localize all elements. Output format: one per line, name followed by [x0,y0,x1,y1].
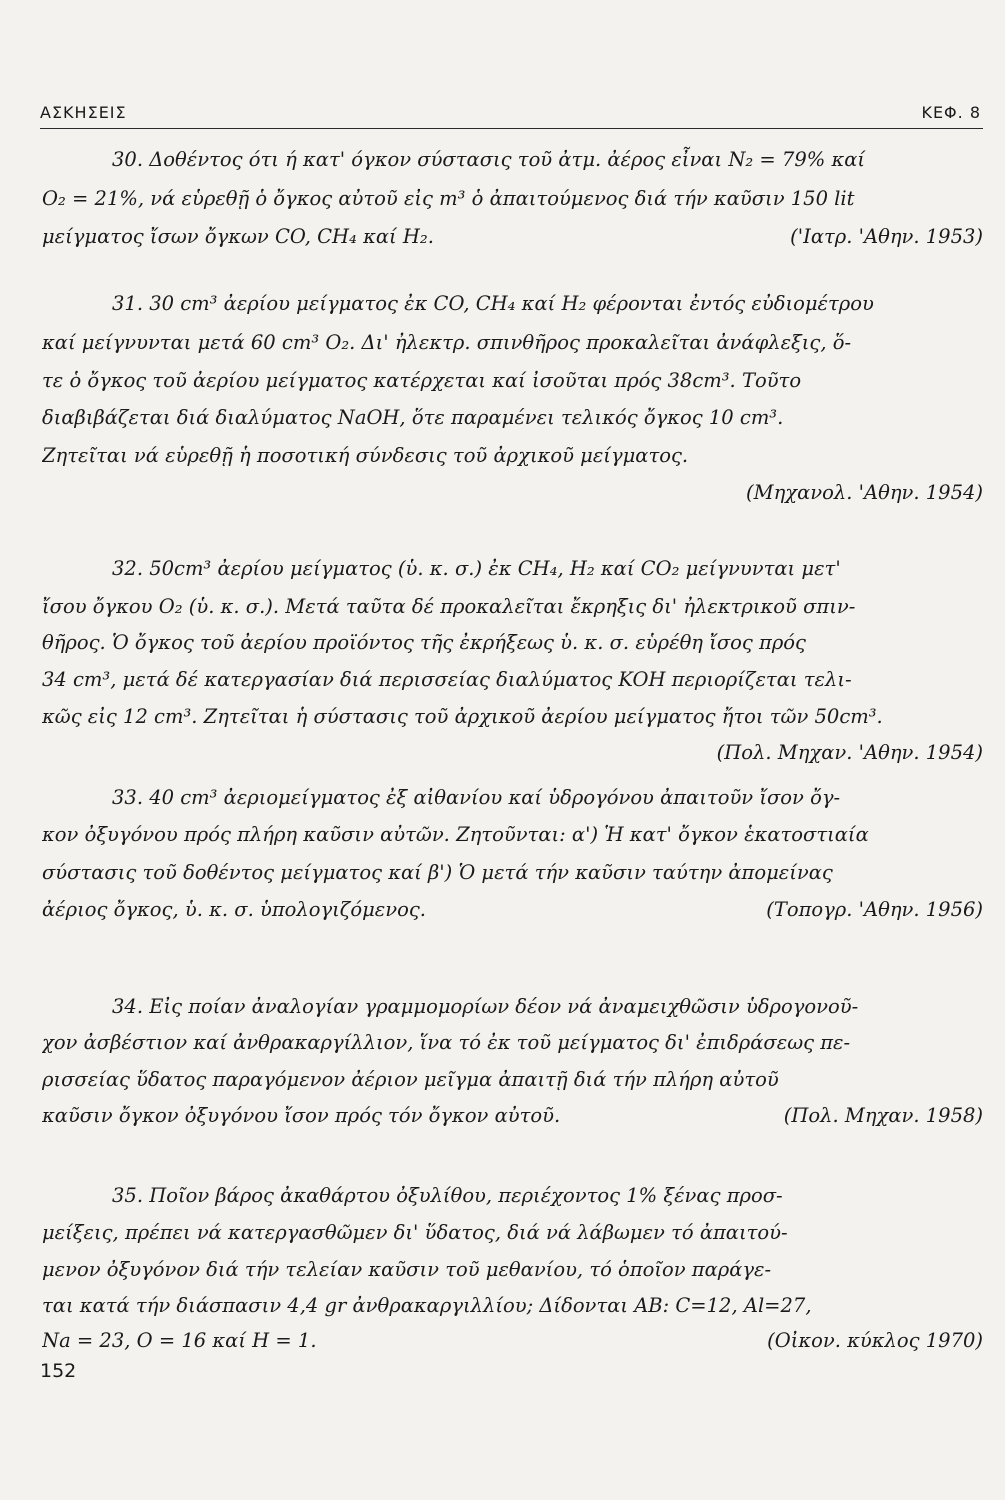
problem-35-source: (Οἰκον. κύκλος 1970) [767,1329,983,1352]
problem-30-line: μείγματος ἴσων ὄγκων CO, CH₄ καί H₂. [42,225,434,248]
problem-30-line: O₂ = 21%, νά εὑρεθῇ ὁ ὄγκος αὐτοῦ εἰς m³ ὁ ἀπαιτούμενος διά τήν καῦσιν 150 lit [42,187,855,210]
problem-31-line: καί μείγνυνται μετά 60 cm³ O₂. Δι' ἠλεκτρ. σπινθῆρος προκαλεῖται ἀνάφλεξις, ὅ- [42,331,852,354]
problem-31-source: (Μηχανολ. 'Αθην. 1954) [746,481,983,504]
header-chapter: ΚΕΦ. 8 [921,103,981,122]
problem-32-line: θῆρος. Ὁ ὄγκος τοῦ ἀερίου προϊόντος τῆς ἐκρήξεως ὑ. κ. σ. εὑρέθη ἴσος πρός [42,631,806,654]
problem-34-line: 34. Εἰς ποίαν ἀναλογίαν γραμμομορίων δέον νά ἀναμειχθῶσιν ὑδρογονοῦ- [112,995,859,1018]
problem-33-line: 33. 40 cm³ ἀεριομείγματος ἐξ αἰθανίου καί ὑδρογόνου ἀπαιτοῦν ἴσον ὄγ- [112,786,841,809]
header-title: ΑΣΚΗΣΕΙΣ [40,103,127,122]
problem-34-line: καῦσιν ὄγκον ὀξυγόνου ἴσον πρός τόν ὄγκον αὐτοῦ. [42,1104,561,1127]
problem-30-line: 30. Δοθέντος ότι ή κατ' όγκον σύστασις τοῦ ἀτμ. ἀέρος εἶναι N₂ = 79% καί [112,148,866,171]
problem-34-line: ρισσείας ὕδατος παραγόμενον ἀέριον μεῖγμα ἀπαιτῇ διά τήν πλήρη αὐτοῦ [42,1068,779,1091]
problem-31-line: τε ὁ ὄγκος τοῦ ἀερίου μείγματος κατέρχεται καί ἰσοῦται πρός 38cm³. Τοῦτο [42,369,802,392]
problem-35-line: 35. Ποῖον βάρος ἀκαθάρτου ὀξυλίθου, περιέχοντος 1% ξένας προσ- [112,1184,783,1207]
problem-31-line: Ζητεῖται νά εὑρεθῇ ἡ ποσοτική σύνδεσις τοῦ ἀρχικοῦ μείγματος. [42,444,689,467]
problem-33-line: σύστασις τοῦ δοθέντος μείγματος καί β') Ὁ μετά τήν καῦσιν ταύτην ἀπομείνας [42,861,833,884]
problem-33-line: κον ὀξυγόνου πρός πλήρη καῦσιν αὐτῶν. Ζητοῦνται: α') Ἡ κατ' ὄγκον ἑκατοστιαία [42,823,869,846]
problem-35-line: μείξεις, πρέπει νά κατεργασθῶμεν δι' ὕδατος, διά νά λάβωμεν τό ἀπαιτού- [42,1221,788,1244]
problem-32-line: ἴσου ὄγκου O₂ (ὑ. κ. σ.). Μετά ταῦτα δέ προκαλεῖται ἔκρηξις δι' ἠλεκτρικοῦ σπιν- [42,595,856,618]
problem-32-line: 32. 50cm³ ἀερίου μείγματος (ὑ. κ. σ.) ἐκ CH₄, H₂ καί CO₂ μείγνυνται μετ' [112,557,841,580]
problem-33-source: (Τοπογρ. 'Αθην. 1956) [766,898,983,921]
problem-32-line: κῶς εἰς 12 cm³. Ζητεῖται ἡ σύστασις τοῦ ἀρχικοῦ ἀερίου μείγματος ἤτοι τῶν 50cm³. [42,705,883,728]
problem-32-line: 34 cm³, μετά δέ κατεργασίαν διά περισσείας διαλύματος KOH περιορίζεται τελι- [42,668,852,691]
problem-35-line: ται κατά τήν διάσπασιν 4,4 gr ἀνθρακαργιλλίου; Δίδονται ΑΒ: C=12, Al=27, [42,1294,812,1317]
running-header [40,98,983,129]
page-number: 152 [40,1360,77,1382]
problem-31-line: 31. 30 cm³ ἀερίου μείγματος ἐκ CO, CH₄ καί H₂ φέρονται ἐντός εὐδιομέτρου [112,292,874,315]
problem-31-line: διαβιβάζεται διά διαλύματος NaOH, ὅτε παραμένει τελικός ὄγκος 10 cm³. [42,406,784,429]
problem-30-source: ('Ιατρ. 'Αθην. 1953) [790,225,983,248]
problem-35-line: Na = 23, O = 16 καί H = 1. [42,1329,317,1352]
problem-34-line: χον ἀσβέστιον καί ἀνθρακαργίλλιον, ἵνα τό ἐκ τοῦ μείγματος δι' ἐπιδράσεως πε- [42,1031,851,1054]
problem-33-line: ἀέριος ὄγκος, ὑ. κ. σ. ὑπολογιζόμενος. [42,898,426,921]
problem-34-source: (Πολ. Μηχαν. 1958) [783,1104,983,1127]
problem-35-line: μενον ὀξυγόνον διά τήν τελείαν καῦσιν τοῦ μεθανίου, τό ὁποῖον παράγε- [42,1258,772,1281]
problem-32-source: (Πολ. Μηχαν. 'Αθην. 1954) [716,741,983,764]
